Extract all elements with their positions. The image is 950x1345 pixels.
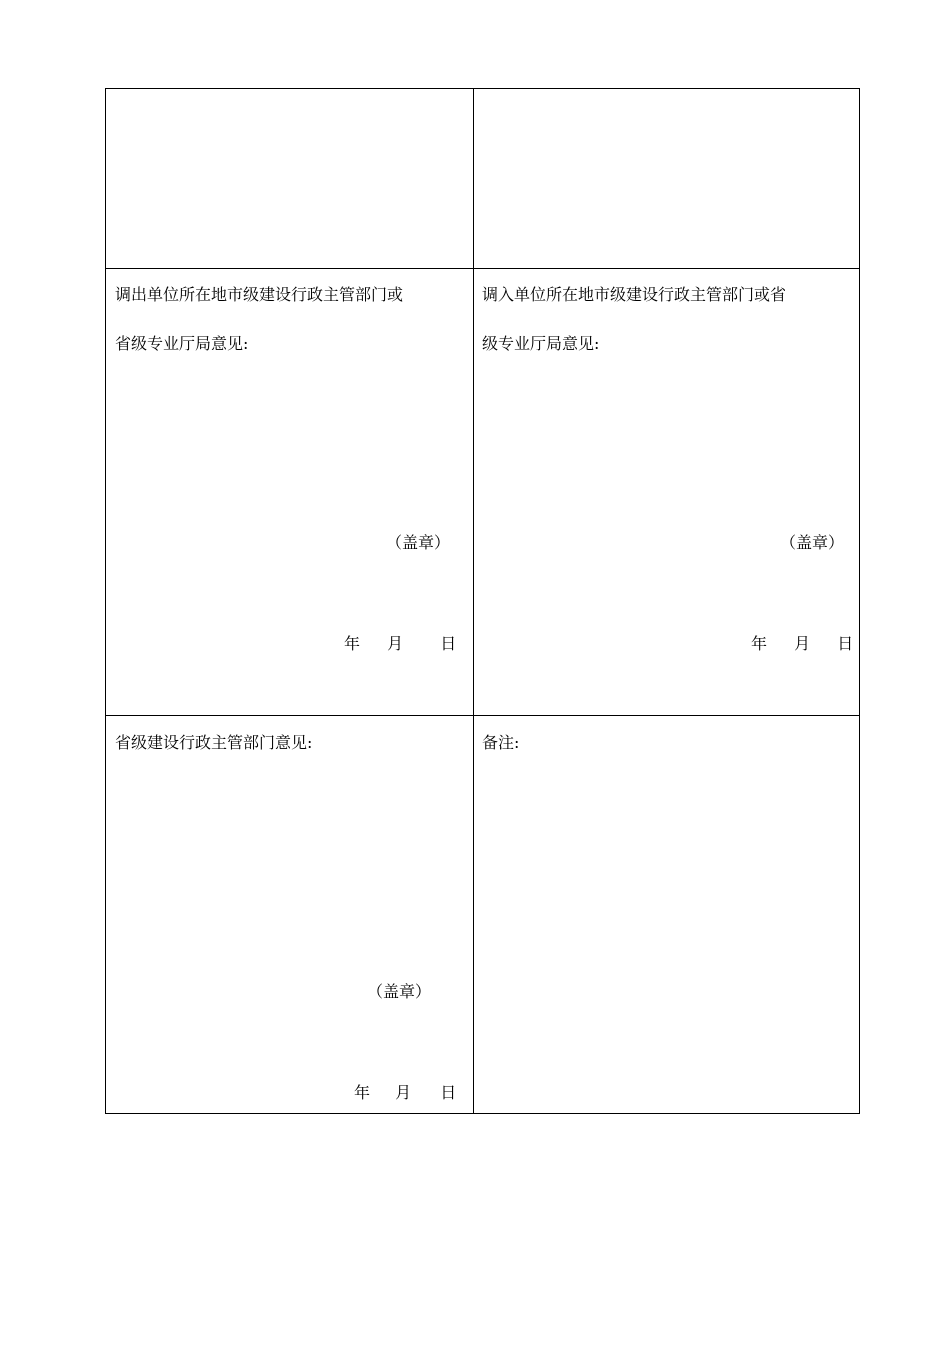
form-table (105, 88, 860, 1114)
date-month-label: 月 (395, 1083, 412, 1102)
incoming-opinion-cell (474, 269, 860, 715)
date-month-label: 月 (794, 634, 811, 653)
top-right-empty-cell (474, 89, 860, 268)
incoming-date (751, 634, 853, 654)
incoming-seal-label: （盖章） (780, 533, 845, 552)
provincial-seal-label: （盖章） (367, 982, 432, 1001)
provincial-opinion-label: 省级建设行政主管部门意见: (115, 733, 313, 752)
date-day-label: 日 (837, 634, 854, 653)
date-year-label: 年 (344, 634, 361, 653)
incoming-opinion-label-line2: 级专业厅局意见: (482, 334, 600, 353)
date-year-label: 年 (751, 634, 768, 653)
incoming-opinion-label-line1: 调入单位所在地市级建设行政主管部门或省 (482, 285, 787, 304)
outgoing-opinion-cell (106, 269, 473, 715)
provincial-date (354, 1083, 456, 1103)
date-day-label: 日 (440, 634, 457, 653)
top-left-empty-cell (106, 89, 473, 268)
outgoing-opinion-label-line2: 省级专业厅局意见: (115, 334, 249, 353)
outgoing-date (344, 634, 456, 654)
date-month-label: 月 (387, 634, 404, 653)
remarks-label: 备注: (482, 733, 520, 752)
date-day-label: 日 (440, 1083, 457, 1102)
provincial-opinion-cell (106, 716, 473, 1114)
remarks-cell (474, 716, 860, 1114)
outgoing-seal-label: （盖章） (386, 533, 451, 552)
outgoing-opinion-label-line1: 调出单位所在地市级建设行政主管部门或 (115, 285, 404, 304)
date-year-label: 年 (354, 1083, 371, 1102)
